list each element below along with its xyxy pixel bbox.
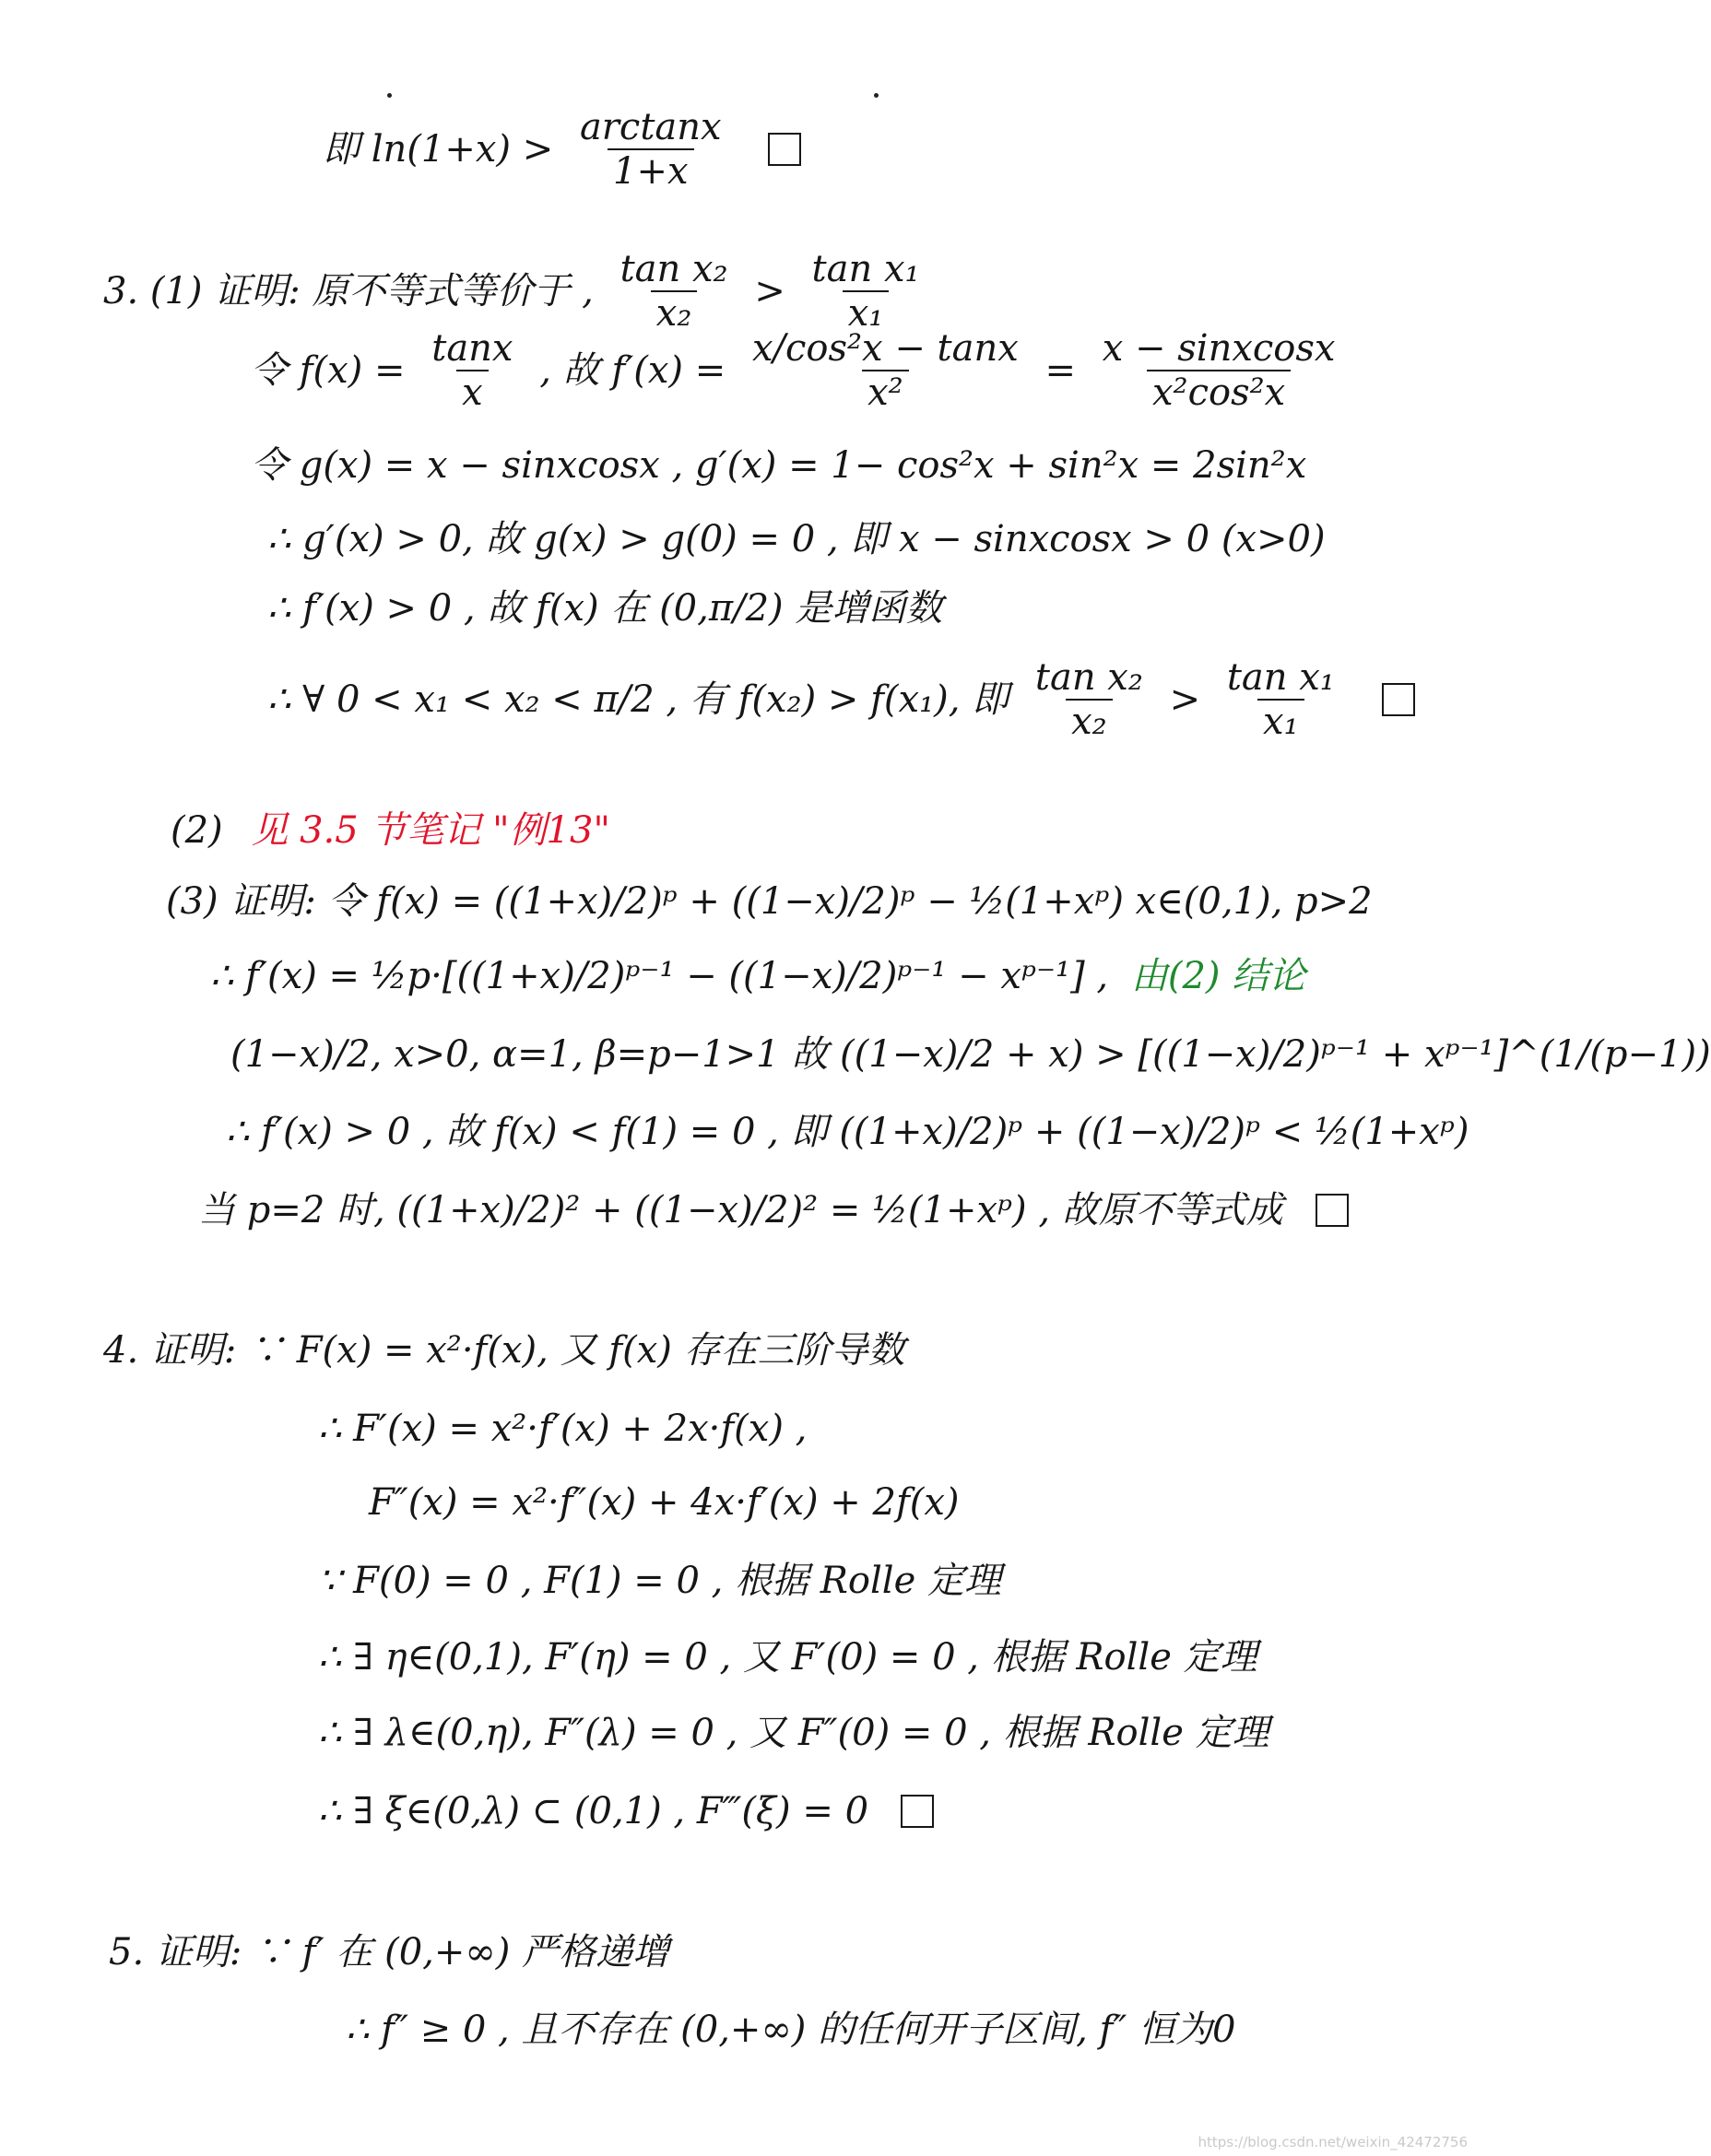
line-f-increasing: ∴ f′(x) > 0 , 故 f(x) 在 (0,π/2) 是增函数: [267, 587, 943, 630]
watermark: https://blog.csdn.net/weixin_42472756: [1198, 2134, 1468, 2150]
line-part2-reference: (2) 见 3.5 节笔记 "例13": [171, 809, 610, 852]
line-problem4-header: 4. 证明: ∵ F(x) = x²·f(x), 又 f(x) 存在三阶导数: [103, 1329, 905, 1372]
qed-square: [1382, 683, 1415, 716]
line-rolle-2: ∴ ∃ η∈(0,1), F′(η) = 0 , 又 F′(0) = 0 , 根据 Rolle 定理: [318, 1636, 1257, 1679]
qed-square: [901, 1795, 934, 1828]
line-define-g: 令 g(x) = x − sinxcosx , g′(x) = 1− cos²x + sin²x = 2sin²x: [251, 444, 1307, 487]
line-conclusion-ln: 即 ln(1+x) > $\frac{\arctan x}{1+x}$: [323, 109, 801, 190]
line-part3-conclusion: ∴ f′(x) > 0 , 故 f(x) < f(1) = 0 , 即 ((1+x)/2)ᵖ + ((1−x)/2)ᵖ < ½(1+xᵖ): [226, 1111, 1469, 1153]
ink-dot: [387, 93, 392, 98]
red-note: 见 3.5 节笔记 "例13": [251, 809, 610, 852]
line-part3-inequality: (1−x)/2, x>0, α=1, β=p−1>1 故 ((1−x)/2 + x) > [((1−x)/2)ᵖ⁻¹ + xᵖ⁻¹]^(1/(p−1)): [230, 1033, 1711, 1076]
line-second-derivative: F″(x) = x²·f″(x) + 4x·f′(x) + 2f(x): [369, 1481, 960, 1524]
line-part3-p2: 当 p=2 时, ((1+x)/2)² + ((1−x)/2)² = ½(1+xᵖ) , 故原不等式成: [198, 1189, 1349, 1229]
fraction-arctan: $\frac{\arctan x}{1+x}$: [579, 106, 722, 193]
line-rolle-conclusion: ∴ ∃ ξ∈(0,λ) ⊂ (0,1) , F‴(ξ) = 0: [318, 1790, 934, 1830]
line-rolle-1: ∵ F(0) = 0 , F(1) = 0 , 根据 Rolle 定理: [318, 1560, 1001, 1602]
line-g-positive: ∴ g′(x) > 0, 故 g(x) > g(0) = 0 , 即 x − sinxcosx > 0 (x>0): [267, 518, 1326, 560]
line-part3-define: (3) 证明: 令 f(x) = ((1+x)/2)ᵖ + ((1−x)/2)ᵖ − ½(1+xᵖ) x∈(0,1), p>2: [166, 880, 1373, 923]
line-problem3-part1: 3. (1) 证明: 原不等式等价于 , $\frac{\text{tan x₂}}{\text{x₂}}$ > $\frac{\text{tan x₁}}{\text{x₁}}$: [103, 248, 920, 335]
line-define-f: 令 f(x) = $\frac{\tan x}{x}$ , 故 f′(x) = $\frac{\text{x/cos²x − tanx}}{\text{x²}}$ = $\frac{\text{x − sinxcosx}}{\text{x²cos²x}}$: [251, 327, 1336, 414]
line-rolle-3: ∴ ∃ λ∈(0,η), F″(λ) = 0 , 又 F″(0) = 0 , 根据 Rolle 定理: [318, 1712, 1269, 1754]
line-first-derivative: ∴ F′(x) = x²·f′(x) + 2x·f(x) ,: [318, 1408, 808, 1450]
line-problem5-header: 5. 证明: ∵ f′ 在 (0,+∞) 严格递增: [109, 1931, 670, 1973]
ink-dot: [874, 93, 879, 98]
line-forall-conclusion: ∴ ∀ 0 < x₁ < x₂ < π/2 , 有 f(x₂) > f(x₁), 即 $\frac{\text{tan x₂}}{\text{x₂}}$ > $\frac{\text{tan x₁}}{\text{x₁}}$: [267, 659, 1415, 740]
qed-square: [1316, 1194, 1349, 1227]
qed-square: [768, 133, 801, 166]
line-part3-derivative: ∴ f′(x) = ½p·[((1+x)/2)ᵖ⁻¹ − ((1−x)/2)ᵖ⁻¹ − xᵖ⁻¹] , 由(2) 结论: [210, 955, 1306, 997]
green-note: 由(2) 结论: [1130, 955, 1306, 997]
line-problem5-conclusion: ∴ f″ ≥ 0 , 且不存在 (0,+∞) 的任何开子区间, f″ 恒为0: [346, 2009, 1236, 2051]
